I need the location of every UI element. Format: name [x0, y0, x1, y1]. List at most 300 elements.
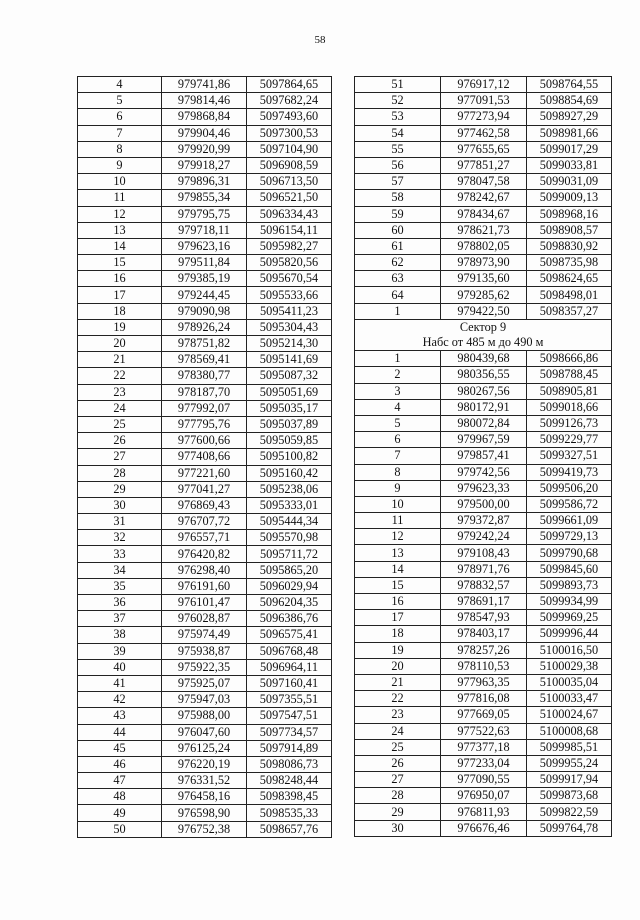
point-number: 7	[355, 448, 441, 464]
table-row	[78, 756, 332, 772]
point-number: 24	[355, 723, 441, 739]
table-row	[355, 77, 612, 93]
table-row	[355, 496, 612, 512]
coord-y: 5099327,51	[527, 448, 612, 464]
coord-x: 979857,41	[441, 448, 527, 464]
coord-y: 5096154,11	[247, 222, 332, 238]
table-row	[78, 578, 332, 594]
table-row	[78, 562, 332, 578]
table-row	[78, 125, 332, 141]
coord-y: 5096713,50	[247, 174, 332, 190]
coord-y: 5099419,73	[527, 464, 612, 480]
coord-x: 978926,24	[162, 319, 247, 335]
point-number: 14	[355, 561, 441, 577]
point-number: 4	[78, 77, 162, 93]
table-row	[78, 174, 332, 190]
coord-x: 976917,12	[441, 77, 527, 93]
coord-x: 975925,07	[162, 675, 247, 691]
point-number: 5	[355, 415, 441, 431]
coord-x: 976811,93	[441, 804, 527, 820]
coord-x: 979385,19	[162, 271, 247, 287]
table-row	[78, 416, 332, 432]
coord-y: 5098927,29	[527, 109, 612, 125]
table-row	[78, 514, 332, 530]
coord-y: 5099661,09	[527, 513, 612, 529]
coord-y: 5095711,72	[247, 546, 332, 562]
table-row	[78, 805, 332, 821]
table-row	[78, 109, 332, 125]
table-row	[355, 691, 612, 707]
coord-x: 976557,71	[162, 530, 247, 546]
coord-y: 5098086,73	[247, 756, 332, 772]
table-row	[78, 773, 332, 789]
table-row	[355, 125, 612, 141]
point-number: 12	[355, 529, 441, 545]
point-number: 17	[355, 610, 441, 626]
table-row	[78, 352, 332, 368]
point-number: 13	[355, 545, 441, 561]
coord-y: 5099033,81	[527, 157, 612, 173]
point-number: 21	[78, 352, 162, 368]
point-number: 1	[355, 303, 441, 319]
coord-x: 977851,27	[441, 157, 527, 173]
point-number: 21	[355, 674, 441, 690]
point-number: 54	[355, 125, 441, 141]
coord-x: 977462,58	[441, 125, 527, 141]
coord-y: 5099764,78	[527, 820, 612, 836]
table-row	[78, 303, 332, 319]
sector-title-row	[355, 319, 612, 335]
coord-y: 5100024,67	[527, 707, 612, 723]
coord-x: 977221,60	[162, 465, 247, 481]
coord-y: 5097493,60	[247, 109, 332, 125]
point-number: 58	[355, 190, 441, 206]
coord-x: 976458,16	[162, 789, 247, 805]
coord-y: 5098357,27	[527, 303, 612, 319]
table-row	[78, 481, 332, 497]
point-number: 35	[78, 578, 162, 594]
point-number: 44	[78, 724, 162, 740]
coord-x: 976950,07	[441, 788, 527, 804]
coord-y: 5095333,01	[247, 497, 332, 513]
coordinates-table-left	[77, 76, 332, 838]
table-row	[355, 190, 612, 206]
table-row	[355, 658, 612, 674]
coord-x: 980439,68	[441, 351, 527, 367]
point-number: 64	[355, 287, 441, 303]
table-row	[355, 577, 612, 593]
point-number: 6	[78, 109, 162, 125]
coord-y: 5098905,81	[527, 383, 612, 399]
coord-y: 5099893,73	[527, 577, 612, 593]
point-number: 18	[78, 303, 162, 319]
coord-y: 5099822,59	[527, 804, 612, 820]
table-row	[78, 336, 332, 352]
coord-y: 5095059,85	[247, 433, 332, 449]
table-row	[355, 271, 612, 287]
table-row	[78, 368, 332, 384]
table-row	[355, 561, 612, 577]
coord-y: 5099917,94	[527, 772, 612, 788]
coord-x: 979741,86	[162, 77, 247, 93]
coord-y: 5096908,59	[247, 157, 332, 173]
point-number: 50	[78, 821, 162, 837]
point-number: 43	[78, 708, 162, 724]
point-number: 27	[355, 772, 441, 788]
table-row	[355, 480, 612, 496]
point-number: 53	[355, 109, 441, 125]
table-row	[78, 659, 332, 675]
coord-y: 5095304,43	[247, 319, 332, 335]
coord-x: 978547,93	[441, 610, 527, 626]
coord-y: 5099955,24	[527, 755, 612, 771]
sector-range: Набс от 485 м до 490 м	[355, 335, 612, 351]
coord-y: 5095051,69	[247, 384, 332, 400]
point-number: 56	[355, 157, 441, 173]
coord-x: 979918,27	[162, 157, 247, 173]
point-number: 14	[78, 238, 162, 254]
table-row	[78, 449, 332, 465]
table-row	[78, 627, 332, 643]
point-number: 20	[78, 336, 162, 352]
coord-x: 979135,60	[441, 271, 527, 287]
table-row	[355, 238, 612, 254]
coord-y: 5098735,98	[527, 255, 612, 271]
table-row	[355, 109, 612, 125]
table-row	[78, 595, 332, 611]
table-row	[355, 206, 612, 222]
sector-range-row	[355, 335, 612, 351]
coord-y: 5098666,86	[527, 351, 612, 367]
table-row	[355, 157, 612, 173]
point-number: 33	[78, 546, 162, 562]
point-number: 28	[78, 465, 162, 481]
point-number: 17	[78, 287, 162, 303]
table-row	[355, 93, 612, 109]
coord-x: 979904,46	[162, 125, 247, 141]
coord-x: 978110,53	[441, 658, 527, 674]
table-row	[78, 287, 332, 303]
coord-y: 5098788,45	[527, 367, 612, 383]
point-number: 16	[78, 271, 162, 287]
coord-x: 977816,08	[441, 691, 527, 707]
point-number: 22	[355, 691, 441, 707]
table-row	[78, 675, 332, 691]
point-number: 59	[355, 206, 441, 222]
table-row	[355, 141, 612, 157]
point-number: 40	[78, 659, 162, 675]
coord-y: 5098764,55	[527, 77, 612, 93]
point-number: 9	[355, 480, 441, 496]
table-row	[78, 433, 332, 449]
coord-x: 978802,05	[441, 238, 527, 254]
coord-x: 979868,84	[162, 109, 247, 125]
table-row	[78, 400, 332, 416]
coord-y: 5095670,54	[247, 271, 332, 287]
coord-y: 5099586,72	[527, 496, 612, 512]
point-number: 6	[355, 432, 441, 448]
table-row	[355, 303, 612, 319]
coord-y: 5098624,65	[527, 271, 612, 287]
coord-y: 5098968,16	[527, 206, 612, 222]
sector-title: Сектор 9	[355, 319, 612, 335]
table-row	[78, 740, 332, 756]
point-number: 41	[78, 675, 162, 691]
coord-x: 977408,66	[162, 449, 247, 465]
coord-x: 978403,17	[441, 626, 527, 642]
coord-y: 5095238,06	[247, 481, 332, 497]
coord-x: 976752,38	[162, 821, 247, 837]
coord-x: 978257,26	[441, 642, 527, 658]
table-row	[355, 464, 612, 480]
point-number: 5	[78, 93, 162, 109]
point-number: 26	[78, 433, 162, 449]
coord-x: 979285,62	[441, 287, 527, 303]
coord-x: 977091,53	[441, 93, 527, 109]
coord-y: 5100029,38	[527, 658, 612, 674]
coord-x: 979718,11	[162, 222, 247, 238]
table-row	[78, 93, 332, 109]
coord-y: 5097682,24	[247, 93, 332, 109]
coord-y: 5095160,42	[247, 465, 332, 481]
coord-y: 5098908,57	[527, 222, 612, 238]
point-number: 34	[78, 562, 162, 578]
point-number: 39	[78, 643, 162, 659]
table-row	[355, 723, 612, 739]
point-number: 61	[355, 238, 441, 254]
coord-y: 5100035,04	[527, 674, 612, 690]
point-number: 22	[78, 368, 162, 384]
coord-y: 5095982,27	[247, 238, 332, 254]
point-number: 29	[78, 481, 162, 497]
coord-x: 978242,67	[441, 190, 527, 206]
coord-y: 5095214,30	[247, 336, 332, 352]
coord-x: 980072,84	[441, 415, 527, 431]
coord-y: 5096334,43	[247, 206, 332, 222]
coord-y: 5099018,66	[527, 399, 612, 415]
point-number: 26	[355, 755, 441, 771]
coord-x: 979795,75	[162, 206, 247, 222]
coord-x: 975947,03	[162, 692, 247, 708]
coord-x: 977041,27	[162, 481, 247, 497]
page-number: 58	[314, 34, 326, 46]
coord-y: 5099845,60	[527, 561, 612, 577]
coord-x: 976125,24	[162, 740, 247, 756]
coord-y: 5096575,41	[247, 627, 332, 643]
point-number: 20	[355, 658, 441, 674]
coord-y: 5095100,82	[247, 449, 332, 465]
coord-x: 979108,43	[441, 545, 527, 561]
coord-x: 977655,65	[441, 141, 527, 157]
coord-y: 5099506,20	[527, 480, 612, 496]
coord-x: 980267,56	[441, 383, 527, 399]
point-number: 25	[355, 739, 441, 755]
point-number: 57	[355, 174, 441, 190]
table-row	[78, 465, 332, 481]
coord-x: 977992,07	[162, 400, 247, 416]
coord-y: 5098854,69	[527, 93, 612, 109]
table-row	[355, 415, 612, 431]
point-number: 60	[355, 222, 441, 238]
point-number: 18	[355, 626, 441, 642]
coord-x: 979814,46	[162, 93, 247, 109]
table-row	[355, 707, 612, 723]
coord-x: 977522,63	[441, 723, 527, 739]
coord-y: 5099017,29	[527, 141, 612, 157]
coord-x: 976191,60	[162, 578, 247, 594]
coord-x: 978434,67	[441, 206, 527, 222]
coord-x: 979623,16	[162, 238, 247, 254]
table-row	[78, 190, 332, 206]
table-row	[78, 319, 332, 335]
coord-y: 5097547,51	[247, 708, 332, 724]
coord-x: 979090,98	[162, 303, 247, 319]
coord-x: 979855,34	[162, 190, 247, 206]
table-row	[78, 271, 332, 287]
coord-y: 5100016,50	[527, 642, 612, 658]
point-number: 42	[78, 692, 162, 708]
point-number: 11	[355, 513, 441, 529]
point-number: 2	[355, 367, 441, 383]
table-row	[355, 626, 612, 642]
coord-x: 977963,35	[441, 674, 527, 690]
coord-x: 978047,58	[441, 174, 527, 190]
table-row	[355, 174, 612, 190]
coord-x: 977600,66	[162, 433, 247, 449]
coord-x: 979511,84	[162, 255, 247, 271]
point-number: 49	[78, 805, 162, 821]
point-number: 11	[78, 190, 162, 206]
coord-y: 5098535,33	[247, 805, 332, 821]
coord-y: 5099729,13	[527, 529, 612, 545]
table-row	[355, 351, 612, 367]
coord-x: 975922,35	[162, 659, 247, 675]
table-row	[355, 642, 612, 658]
coord-x: 977273,94	[441, 109, 527, 125]
coord-x: 976101,47	[162, 595, 247, 611]
point-number: 46	[78, 756, 162, 772]
coord-x: 978569,41	[162, 352, 247, 368]
coord-y: 5095035,17	[247, 400, 332, 416]
table-row	[78, 141, 332, 157]
table-row	[355, 255, 612, 271]
point-number: 24	[78, 400, 162, 416]
coord-y: 5096521,50	[247, 190, 332, 206]
coord-y: 5099126,73	[527, 415, 612, 431]
coord-x: 979244,45	[162, 287, 247, 303]
table-row	[78, 206, 332, 222]
table-row	[355, 383, 612, 399]
table-row	[78, 789, 332, 805]
coord-x: 975974,49	[162, 627, 247, 643]
table-row	[355, 772, 612, 788]
table-row	[355, 739, 612, 755]
table-row	[78, 238, 332, 254]
table-row	[78, 384, 332, 400]
point-number: 16	[355, 594, 441, 610]
point-number: 51	[355, 77, 441, 93]
point-number: 3	[355, 383, 441, 399]
coord-y: 5097914,89	[247, 740, 332, 756]
table-row	[355, 432, 612, 448]
point-number: 28	[355, 788, 441, 804]
table-row	[78, 77, 332, 93]
coord-x: 979500,00	[441, 496, 527, 512]
table-row	[78, 643, 332, 659]
table-row	[78, 497, 332, 513]
coord-y: 5096964,11	[247, 659, 332, 675]
point-number: 13	[78, 222, 162, 238]
coord-y: 5095141,69	[247, 352, 332, 368]
coord-y: 5098398,45	[247, 789, 332, 805]
table-row	[78, 724, 332, 740]
coord-y: 5097864,65	[247, 77, 332, 93]
coord-x: 976869,43	[162, 497, 247, 513]
coordinates-table-right	[354, 76, 612, 837]
coord-x: 979372,87	[441, 513, 527, 529]
coord-x: 978691,17	[441, 594, 527, 610]
coord-x: 976298,40	[162, 562, 247, 578]
coord-x: 978380,77	[162, 368, 247, 384]
table-row	[78, 157, 332, 173]
coord-x: 979742,56	[441, 464, 527, 480]
coord-y: 5098657,76	[247, 821, 332, 837]
point-number: 29	[355, 804, 441, 820]
coord-y: 5099873,68	[527, 788, 612, 804]
table-row	[355, 755, 612, 771]
point-number: 9	[78, 157, 162, 173]
table-row	[355, 820, 612, 836]
table-row	[355, 804, 612, 820]
coord-y: 5099969,25	[527, 610, 612, 626]
coord-x: 979242,24	[441, 529, 527, 545]
coord-y: 5095411,23	[247, 303, 332, 319]
point-number: 48	[78, 789, 162, 805]
point-number: 62	[355, 255, 441, 271]
coord-y: 5095820,56	[247, 255, 332, 271]
coord-x: 979967,59	[441, 432, 527, 448]
point-number: 52	[355, 93, 441, 109]
coord-x: 976028,87	[162, 611, 247, 627]
coord-y: 5100008,68	[527, 723, 612, 739]
coord-x: 979422,50	[441, 303, 527, 319]
coord-y: 5098830,92	[527, 238, 612, 254]
coord-x: 975988,00	[162, 708, 247, 724]
point-number: 27	[78, 449, 162, 465]
coord-x: 979623,33	[441, 480, 527, 496]
table-row	[355, 513, 612, 529]
point-number: 30	[78, 497, 162, 513]
coord-y: 5098248,44	[247, 773, 332, 789]
table-row	[78, 821, 332, 837]
table-row	[355, 674, 612, 690]
table-row	[355, 594, 612, 610]
table-row	[78, 708, 332, 724]
coord-x: 976331,52	[162, 773, 247, 789]
coord-x: 980356,55	[441, 367, 527, 383]
table-row	[78, 255, 332, 271]
coord-y: 5099229,77	[527, 432, 612, 448]
coord-y: 5099934,99	[527, 594, 612, 610]
coord-y: 5098981,66	[527, 125, 612, 141]
coord-x: 978751,82	[162, 336, 247, 352]
table-row	[355, 287, 612, 303]
coord-x: 979920,99	[162, 141, 247, 157]
coord-x: 977090,55	[441, 772, 527, 788]
coord-y: 5096029,94	[247, 578, 332, 594]
coord-y: 5097355,51	[247, 692, 332, 708]
coord-x: 978973,90	[441, 255, 527, 271]
